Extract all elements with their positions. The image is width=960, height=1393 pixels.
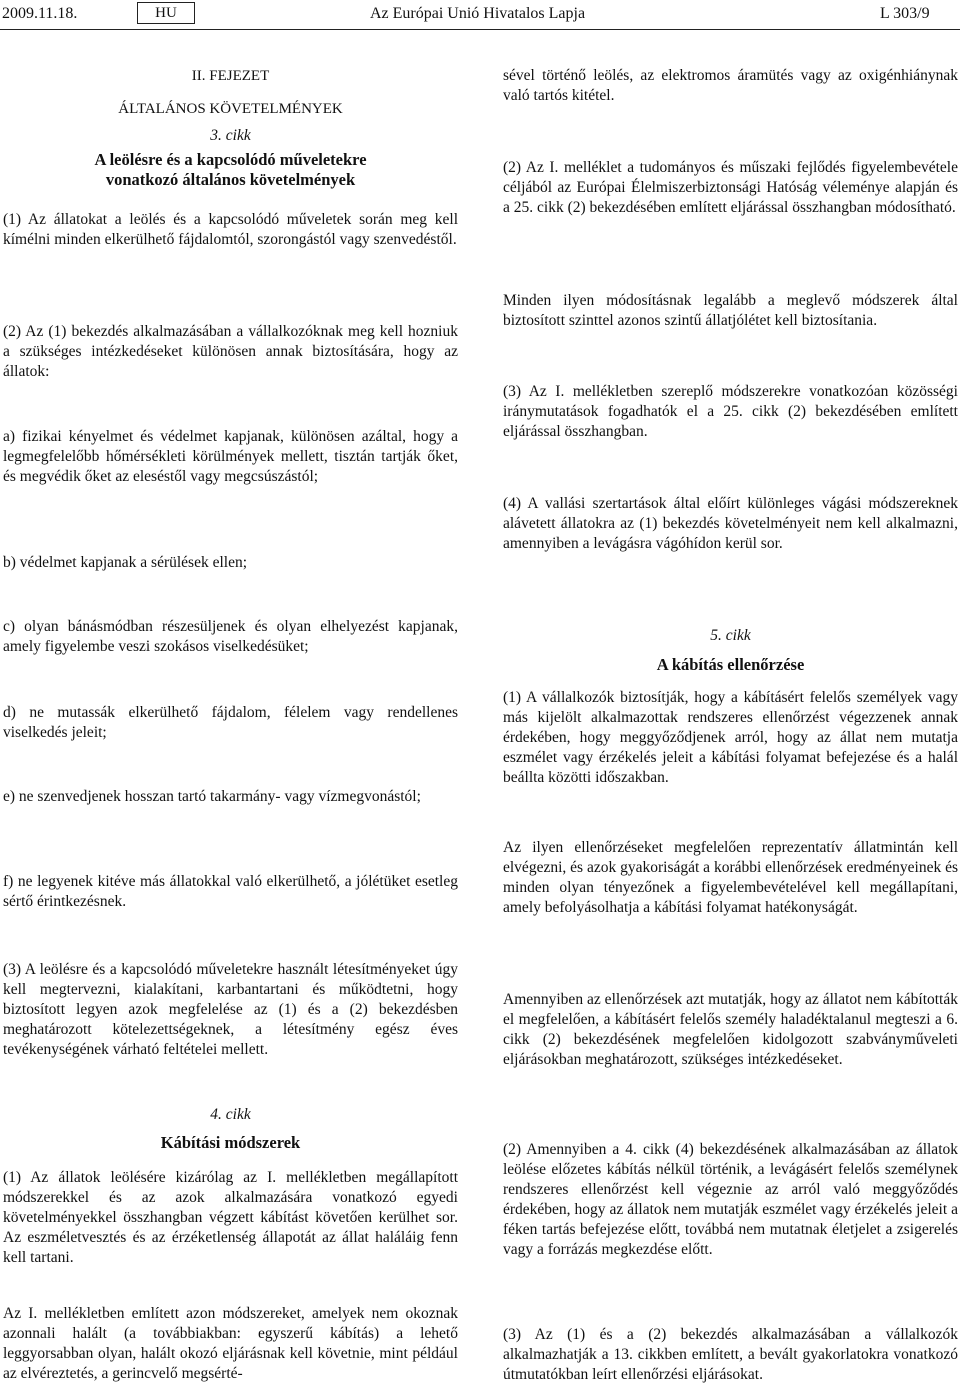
article-3-point-d: d) ne mutassák elkerülhető fájdalom, félelem vagy rendellenes viselkedés jeleit; xyxy=(3,704,458,741)
article-5-paragraph-1: (1) A vállalkozók biztosítják, hogy a kábításért felelős személyek vagy más kijelölt alkalmazottak rendszeres ellenőrzést végezzenek annak érdekében, hogy meggyőződjenek arról, hogy az állat nem mutatja eszmélet vagy érzékelés jeleit a kábítási folyamat befejezése és a halál beállta közötti időszakban. xyxy=(503,689,958,786)
article-4-paragraph-3: (3) Az I. mellékletben szereplő módszerekre vonatkozóan közösségi iránymutatások fogadhatók el a 25. cikk (2) bekezdésében említett eljárással összhangban. xyxy=(503,383,958,440)
article-4-continuation: sével történő leölés, az elektromos áramütés vagy az oxigénhiánynak való tartós kitétel. xyxy=(503,67,958,104)
article-3-paragraph-1: (1) Az állatokat a leölés és a kapcsolódó műveletek során meg kell kímélni minden elkerülhető fájdalomtól, szorongástól vagy szenvedéstől. xyxy=(3,211,458,248)
article-4-label: 4. cikk xyxy=(210,1106,251,1123)
article-5-title: A kábítás ellenőrzése xyxy=(656,655,805,674)
left-column xyxy=(3,0,458,1393)
journal-title: Az Európai Unió Hivatalos Lapja xyxy=(370,5,586,22)
article-3-point-f: f) ne legyenek kitéve más állatokkal való elkerülhető, a jólétüket esetleg sértő érintkezésnek. xyxy=(3,873,458,910)
publication-date: 2009.11.18. xyxy=(2,5,78,22)
page-number: L 303/9 xyxy=(880,5,930,22)
article-3-paragraph-2: (2) Az (1) bekezdés alkalmazásában a vállalkozóknak meg kell hozniuk a szükséges intézkedéseket különösen annak biztosítására, hogy az állatok: xyxy=(3,323,458,380)
article-3-paragraph-3: (3) A leölésre és a kapcsolódó műveletekre használt létesítményeket úgy kell megtervezni, kialakítani, karbantartani és működtetni, hogy biztosított legyen azok megfelelése az (1) és a (2) bekezdésben meghatározott kötelezettségeknek, a létesítmény egész éves tevékenységének várható feltételei mellett. xyxy=(3,961,458,1058)
article-3-title: A leölésre és a kapcsolódó műveletekre vonatkozó általános követelmények xyxy=(94,150,367,189)
article-5-label: 5. cikk xyxy=(710,627,751,644)
language-badge: HU xyxy=(137,2,195,24)
article-5-paragraph-3: (3) Az (1) és a (2) bekezdés alkalmazásában a vállalkozók alkalmazhatják a 13. cikkben említett, a bevált gyakorlatokra vonatkozó útmutatókban leírt ellenőrzési eljárásokat. xyxy=(503,1326,958,1383)
article-4-title: Kábítási módszerek xyxy=(160,1133,301,1152)
chapter-label: II. FEJEZET xyxy=(191,68,270,84)
chapter-title: ÁLTALÁNOS KÖVETELMÉNYEK xyxy=(118,101,343,117)
article-5-paragraph-1-third: Amennyiben az ellenőrzések azt mutatják, hogy az állatot nem kábították el megfelelően, a kábításért felelős személy haladéktalanul megteszi a 6. cikk (2) bekezdésének megfelelően kidolgozott szabványműveleti eljárásokban meghatározott, szükséges intézkedéseket. xyxy=(503,991,958,1068)
article-5-paragraph-2: (2) Amennyiben a 4. cikk (4) bekezdésének alkalmazásában az állatok leölése előzetes kábítás nélkül történik, a levágásért felelős személynek rendszeres ellenőrzést kell végeznie az arról való meggyőződés érdekében, hogy az állatok nem mutatják eszmélet vagy érzékelés jeleit a féken tartás befejezése előtt, továbbá nem mutatnak életjelet a zsigerelés vagy a forrázás megkezdése előtt. xyxy=(503,1141,958,1258)
article-3-point-c: c) olyan bánásmódban részesüljenek és olyan elhelyezést kapjanak, amely figyelembe veszi szokásos viselkedésüket; xyxy=(3,618,458,655)
article-4-paragraph-1-continued: Az I. mellékletben említett azon módszereket, amelyek nem okoznak azonnali halált (a továbbiakban: egyszerű kábítás) a lehető leggyorsabban olyan, halált okozó eljárásnak kell követnie, mint például az elvéreztetés, a gerincvelő megsérté- xyxy=(3,1305,458,1382)
article-3-point-e: e) ne szenvedjenek hosszan tartó takarmány- vagy vízmegvonástól; xyxy=(3,788,421,805)
article-3-point-b: b) védelmet kapjanak a sérülések ellen; xyxy=(3,554,248,571)
article-4-paragraph-1: (1) Az állatok leölésére kizárólag az I. mellékletben megállapított módszerekkel és az azok alkalmazására vonatkozó egyedi követelményekkel összhangban végzett kábítást követően kerülhet sor. Az eszméletvesztés és az érzéketlenség állapotát az állat haláláig fenn kell tartani. xyxy=(3,1169,458,1266)
article-5-paragraph-1-second: Az ilyen ellenőrzéseket megfelelően reprezentatív állatmintán kell elvégezni, és azok gyakoriságát a korábbi ellenőrzések eredményeinek és minden olyan tényezőnek a figyelembevételével kell megállapítani, amely befolyásolhatja a kábítási folyamat hatékonyságát. xyxy=(503,839,958,916)
article-4-paragraph-4: (4) A vallási szertartások által előírt különleges vágási módszereknek alávetett állatokra az (1) bekezdés követelményeit nem kell alkalmazni, amennyiben a levágásra vágóhídon kerül sor. xyxy=(503,495,958,552)
right-column xyxy=(503,0,958,1393)
article-4-paragraph-2-continued: Minden ilyen módosításnak legalább a meglevő módszerek által biztosított szinttel azonos szintű állatjólétet kell biztosítania. xyxy=(503,292,958,329)
article-4-paragraph-2: (2) Az I. melléklet a tudományos és műszaki fejlődés figyelembevétele céljából az Európai Élelmiszerbiztonsági Hatóság véleménye alapján és a 25. cikk (2) bekezdésében említett eljárással összhangban módosítható. xyxy=(503,159,958,216)
article-3-label: 3. cikk xyxy=(210,127,251,144)
article-3-point-a: a) fizikai kényelmet és védelmet kapjanak, különösen azáltal, hogy a legmegfelelőbb hőmérsékleti körülmények mellett, tisztán tartják őket, és megvédik őket az eleséstől vagy megcsúszástól; xyxy=(3,428,458,485)
